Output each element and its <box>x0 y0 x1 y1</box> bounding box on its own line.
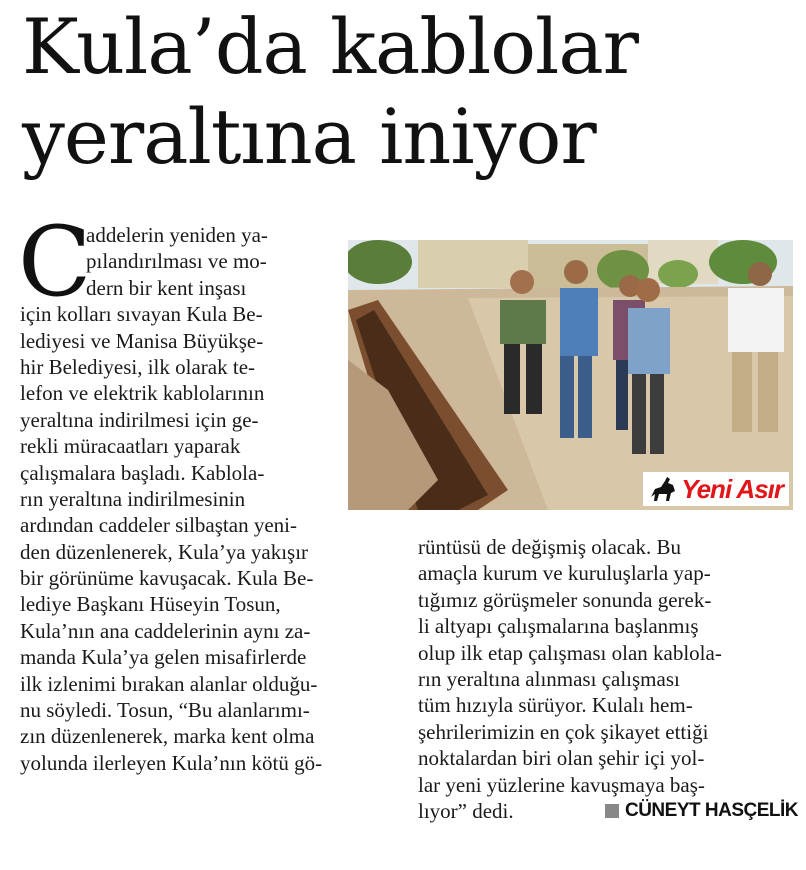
article-column-2 <box>418 534 798 824</box>
body-line: noktalardan biri olan şehir içi yol- <box>418 746 705 771</box>
logo-text: Yeni Asır <box>681 474 783 504</box>
body-line: den düzenlenerek, Kula’ya yakışır <box>20 539 309 564</box>
horse-rider-icon <box>649 475 679 503</box>
body-line: ilk izlenimi bırakan alanlar olduğu- <box>20 671 318 696</box>
body-line: tığımız görüşmeler sonunda gerek- <box>418 587 712 612</box>
body-line: yeraltına indirilmesi için ge- <box>20 407 259 432</box>
news-photo <box>348 240 793 510</box>
author-name: CÜNEYT HASÇELİK <box>624 799 798 821</box>
headline-line-1: Kula’da kablolar <box>22 2 638 91</box>
article-column-1 <box>18 206 402 776</box>
last-line-row <box>418 798 798 824</box>
body-line: lefon ve elektrik kablolarının <box>20 381 265 406</box>
body-line: rın yeraltına alınması çalışması <box>418 666 680 691</box>
body-line: rın yeraltına indirilmesinin <box>20 486 246 511</box>
body-line: rekli müracaatları yaparak <box>20 434 241 459</box>
body-line: Kula’nın ana caddelerinin aynı za- <box>20 618 311 643</box>
body-line: li altyapı çalışmalarına başlanmış <box>418 614 699 639</box>
body-line: hir Belediyesi, ilk olarak te- <box>20 354 256 379</box>
body-line: nu söyledi. Tosun, “Bu alanlarımı- <box>20 698 310 723</box>
drop-cap: C <box>18 206 92 318</box>
body-line: zın düzenlenerek, marka kent olma <box>20 724 315 749</box>
body-line: lıyor” dedi. <box>418 798 514 823</box>
body-line: addelerin yeniden ya- <box>86 223 268 247</box>
headline <box>22 2 792 182</box>
body-line: pılandırılması ve mo- <box>86 249 267 274</box>
body-line: lediyesi ve Manisa Büyükşe- <box>20 328 264 353</box>
body-line: amaçla kurum ve kuruluşlarla yap- <box>418 561 711 586</box>
body-line: bir görünüme kavuşacak. Kula Be- <box>20 566 314 591</box>
headline-line-2: yeraltına iniyor <box>22 92 596 181</box>
body-line: için kolları sıvayan Kula Be- <box>20 302 263 327</box>
body-line: lar yeni yüzlerine kavuşmaya baş- <box>418 772 705 797</box>
body-line: olup ilk etap çalışması olan kablola- <box>418 640 722 665</box>
body-line: manda Kula’ya gelen misafirlerde <box>20 645 307 670</box>
body-line: ardından caddeler silbaştan yeni- <box>20 513 297 538</box>
body-line: lediye Başkanı Hüseyin Tosun, <box>20 592 281 617</box>
body-line: dern bir kent inşası <box>86 275 247 300</box>
body-line: yolunda ilerleyen Kula’nın kötü gö- <box>20 750 323 775</box>
newspaper-logo <box>643 472 789 506</box>
body-line: şehrilerimizin en çok şikayet ettiği <box>418 719 709 744</box>
body-line: rüntüsü de değişmiş olacak. Bu <box>418 535 682 559</box>
author-byline <box>605 798 798 824</box>
body-line: çalışmalara başladı. Kablola- <box>20 460 265 485</box>
byline-square-icon <box>605 804 619 818</box>
body-line: tüm hızıyla sürüyor. Kulalı hem- <box>418 693 693 718</box>
photo-illustration <box>348 240 793 510</box>
